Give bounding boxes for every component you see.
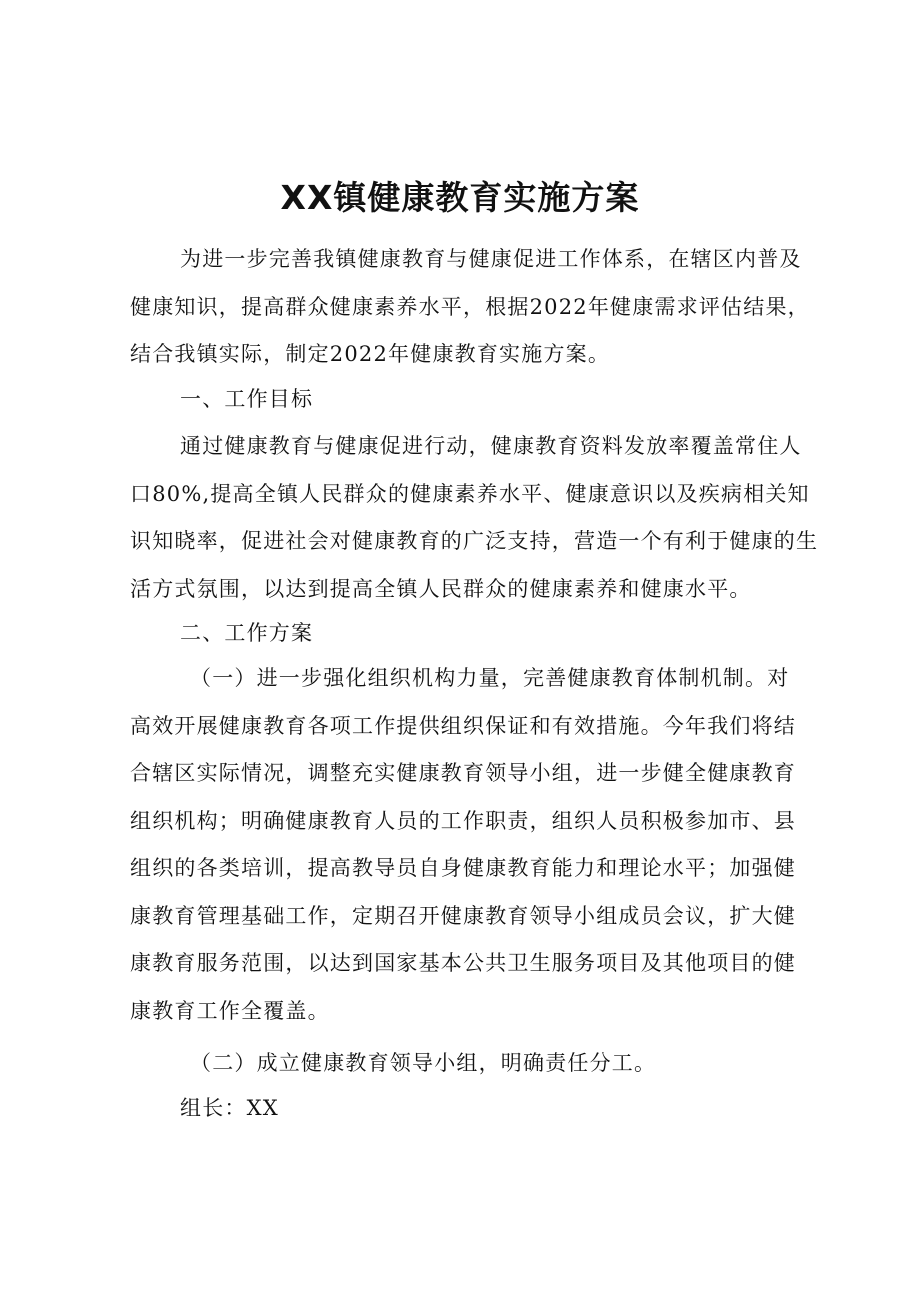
leader-line: 组长：XX (180, 1096, 279, 1120)
text-line: 康教育管理基础工作，定期召开健康教育领导小组成员会议，扩大健 (130, 903, 796, 928)
section-heading-goals: 一、工作目标 (180, 387, 314, 411)
text-line: 康教育服务范围，以达到国家基本公共卫生服务项目及其他项目的健 (130, 951, 796, 975)
text-line: 健康知识，提高群众健康素养水平，根据2022年健康需求评估结果， (130, 294, 810, 319)
plan-paragraph-1 (130, 655, 796, 1035)
section-heading-plan: 二、工作方案 (180, 621, 314, 645)
text-line: 组织的各类培训，提高教导员自身健康教育能力和理论水平；加强健 (130, 856, 796, 880)
text-line: 高效开展健康教育各项工作提供组织保证和有效措施。今年我们将结 (130, 713, 796, 738)
text-line: 通过健康教育与健康促进行动，健康教育资料发放率覆盖常住人 (180, 434, 802, 458)
text-line: 为进一步完善我镇健康教育与健康促进工作体系，在辖区内普及 (180, 247, 802, 271)
intro-paragraph (130, 236, 810, 379)
goals-paragraph (130, 423, 818, 613)
text-line: 活方式氛围，以达到提高全镇人民群众的健康素养和健康水平。 (130, 576, 752, 601)
text-line: 识知晓率，促进社会对健康教育的广泛支持，营造一个有利于健康的生 (130, 529, 819, 553)
page-title: XX镇健康教育实施方案 (280, 178, 640, 217)
plan-subheading-2: （二）成立健康教育领导小组，明确责任分工。 (190, 1051, 657, 1075)
text-line: 康教育工作全覆盖。 (130, 998, 330, 1023)
text-line: 口80%,提高全镇人民群众的健康素养水平、健康意识以及疾病相关知 (130, 481, 810, 506)
text-line: 组织机构；明确健康教育人员的工作职责，组织人员积极参加市、县 (130, 808, 796, 833)
text-line: 结合我镇实际，制定2022年健康教育实施方案。 (130, 342, 611, 366)
text-line: （一）进一步强化组织机构力量，完善健康教育体制机制。对 (190, 666, 790, 690)
text-line: 合辖区实际情况，调整充实健康教育领导小组，进一步健全健康教育 (130, 761, 796, 785)
